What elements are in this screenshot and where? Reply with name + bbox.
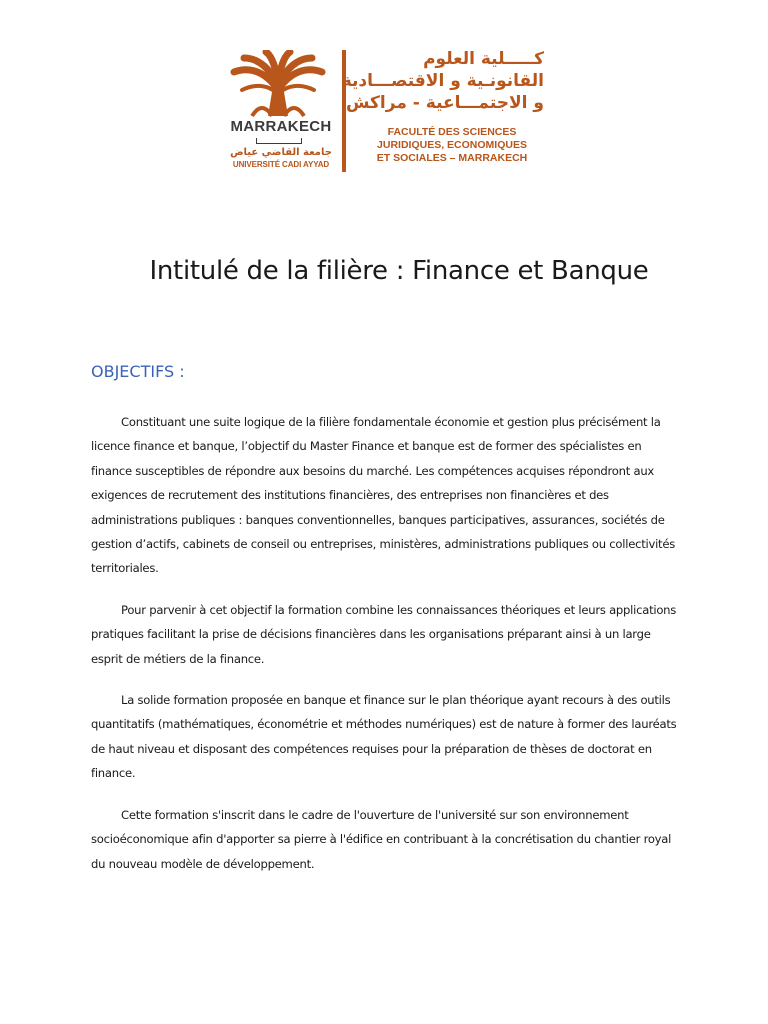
faculty-fr-line: ET SOCIALES – MARRAKECH bbox=[376, 152, 528, 164]
city-underline bbox=[256, 138, 302, 144]
faculty-ar-line: كـــــلية العلوم bbox=[423, 49, 544, 69]
paragraph: La solide formation proposée en banque et finance sur le plan théorique ayant recours à des outils quantitatifs (mathématiques, économétrie et méthodes numériques) est de nature à former des lauréats de haut niveau et disposant des compétences requises pour la préparation de thèses de doctorat en finance. bbox=[91, 693, 677, 781]
paragraph: Cette formation s'inscrit dans le cadre de l'ouverture de l'université sur son environnement socioéconomique afin d'apporter sa pierre à l'édifice en contribuant à la concrétisation du chantier royal du nouveau modèle de développement. bbox=[91, 807, 672, 871]
faculty-ar-line: و الاجتمـــاعية - مراكش bbox=[346, 93, 544, 113]
faculty-fr-line: FACULTÉ DES SCIENCES bbox=[387, 126, 517, 138]
page-title: Intitulé de la filière : Finance et Banque bbox=[149, 256, 649, 286]
faculty-ar-line: القانونـية و الاقتصـــادية bbox=[341, 71, 544, 91]
objectives-body bbox=[91, 410, 683, 893]
paragraph: Constituant une suite logique de la filière fondamentale économie et gestion plus précisément la licence finance et banque, l’objectif du Master Finance et banque est de former des spécialistes en finance susceptibles de répondre aux besoins du marché. Les compétences acquises répondront aux exigences de recrutement des institutions financières, des entreprises non financières et des administrations publiques : banques conventionnelles, banques participatives, assurances, sociétés de gestion d’actifs, cabinets de conseil ou entreprises, ministères, administrations publiques ou collectivités territoriales. bbox=[91, 415, 676, 576]
faculty-logo bbox=[220, 46, 550, 174]
paragraph: Pour parvenir à cet objectif la formation combine les connaissances théoriques et leurs applications pratiques facilitant la prise de décisions financières dans les organisations préparant ainsi à un large esprit de métiers de la finance. bbox=[91, 602, 677, 666]
faculty-name-arabic bbox=[341, 48, 544, 114]
faculty-name-french bbox=[354, 126, 550, 165]
faculty-fr-line: JURIDIQUES, ECONOMIQUES bbox=[377, 139, 527, 151]
university-name-french: UNIVERSITÉ CADI AYYAD bbox=[232, 160, 330, 169]
section-heading-objectifs: OBJECTIFS : bbox=[91, 362, 185, 381]
university-name-arabic: جامعة القاضي عياض bbox=[230, 147, 332, 158]
city-name: MARRAKECH bbox=[230, 118, 332, 135]
